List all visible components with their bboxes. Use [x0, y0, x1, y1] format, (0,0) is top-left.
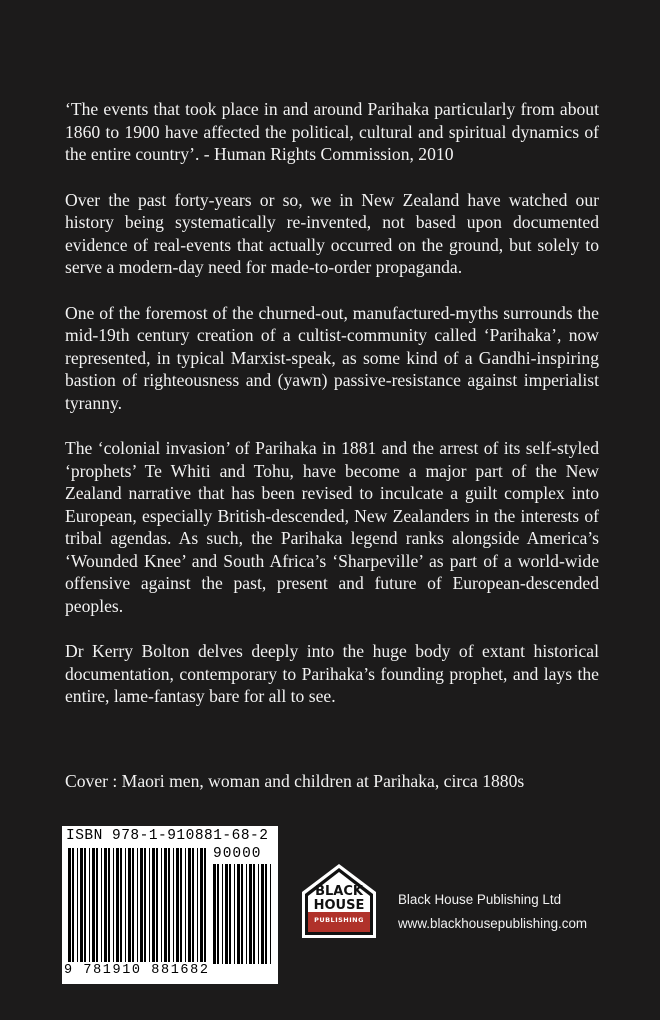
price-code: 90000 [213, 846, 262, 862]
back-cover-blurb [65, 98, 599, 731]
logo-word-publishing: PUBLISHING [314, 916, 364, 924]
publisher-website: www.blackhousepublishing.com [398, 916, 588, 931]
logo-word-black: BLACK [315, 884, 363, 899]
isbn-number: ISBN 978-1-910881-68-2 [66, 828, 269, 844]
publisher-name: Black House Publishing Ltd [398, 892, 562, 907]
publisher-logo [300, 862, 378, 940]
blurb-paragraph-quote: ‘The events that took place in and around Parihaka particularly from about 1860 to 1900 have affected the political, cultural and spiritual dynamics of the entire country’. - Human Rights Commission, 2010 [65, 99, 599, 164]
blurb-paragraph-parihaka: One of the foremost of the churned-out, manufactured-myths surrounds the mid-19th century creation of a cultist-community called ‘Parihaka’, now represented, in typical Marxist-speak, as some kind of a Gandhi-inspiring bastion of righteousness and (yawn) passive-resistance against imperialist tyranny. [65, 302, 599, 413]
isbn-barcode [62, 826, 278, 984]
logo-word-house: HOUSE [313, 898, 365, 913]
blurb-paragraph-invasion: The ‘colonial invasion’ of Parihaka in 1881 and the arrest of its self-styled ‘prophets’ Te Whiti and Tohu, have become a major part of the New Zealand narrative that has been revised to inculcate a guilt complex into European, especially British-descended, New Zealanders in the interests of tribal agendas. As such, the Parihaka legend ranks alongside America’s ‘Wounded Knee’ and South Africa’s ‘Sharpeville’ as part of a world-wide offensive against the past, present and future of European-descended peoples. [65, 438, 599, 616]
addon-bars [213, 864, 273, 964]
cover-caption: Cover : Maori men, woman and children at Parihaka, circa 1880s [65, 771, 525, 791]
ean-digits: 9 781910 881682 [64, 963, 210, 978]
publisher-info [398, 888, 587, 936]
blurb-paragraph-author: Dr Kerry Bolton delves deeply into the huge body of extant historical documentation, contemporary to Parihaka’s founding prophet, and lays the entire, lame-fantasy bare for all to see. [65, 641, 599, 706]
blurb-paragraph-history: Over the past forty-years or so, we in New Zealand have watched our history being systematically re-invented, not based upon documented evidence of real-events that actually occurred on the ground, but solely to serve a modern-day need for made-to-order propaganda. [65, 189, 599, 277]
ean-bars [68, 848, 208, 962]
